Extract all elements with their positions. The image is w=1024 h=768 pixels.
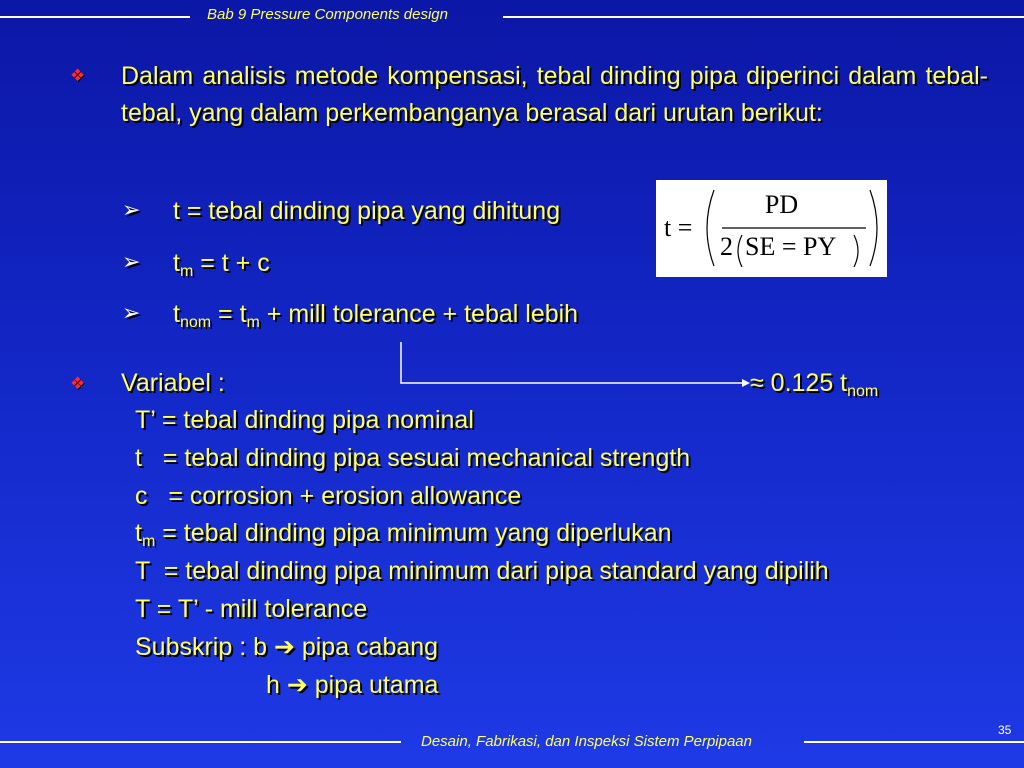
approx-tnom <box>750 369 878 401</box>
page-number: 35 <box>998 723 1012 737</box>
tm-symbol: t <box>173 249 180 277</box>
tm-var-subscript: m <box>141 533 156 550</box>
tm-equation-rest: = t + c <box>193 249 270 277</box>
approx-value: ≈ 0.125 t <box>750 369 848 397</box>
diamond-bullet-icon: ❖ <box>70 374 86 393</box>
variabel-label: Variabel : <box>121 369 225 397</box>
tnom-equals: = t <box>211 300 247 328</box>
tm-var-symbol: t <box>135 519 142 547</box>
variabel-line: T = tebal dinding pipa minimum dari pipa standard yang dipilih <box>135 557 829 585</box>
bullet-tnom-equation <box>173 300 578 332</box>
formula-lhs: t = <box>664 213 693 242</box>
formula-numerator: PD <box>764 190 799 219</box>
variabel-line: t = tebal dinding pipa sesuai mechanical strength <box>135 444 691 472</box>
arrow-bullet-icon: ➢ <box>122 197 141 222</box>
header-title: Bab 9 Pressure Components design <box>207 6 448 23</box>
formula-denominator <box>720 232 836 262</box>
variabel-line: T = T’ - mill tolerance <box>135 595 368 623</box>
variabel-line: T’ = tebal dinding pipa nominal <box>135 406 474 434</box>
tm-var-definition: = tebal dinding pipa minimum yang diperlukan <box>155 519 672 547</box>
tnom-subscript: nom <box>179 314 212 331</box>
tnom-m-subscript: m <box>246 314 260 331</box>
tnom-symbol: t <box>173 300 180 328</box>
denominator-factor: 2 <box>720 232 733 261</box>
tm-subscript: m <box>179 263 194 280</box>
approx-subscript: nom <box>847 383 879 400</box>
subskrip-branch: Subskrip : b ➔ pipa cabang <box>135 633 439 661</box>
diamond-bullet-icon: ❖ <box>70 66 86 85</box>
footer-rule-right <box>804 741 1024 743</box>
footer-title: Desain, Fabrikasi, dan Inspeksi Sistem Perpipaan <box>421 733 752 750</box>
subskrip-main: h ➔ pipa utama <box>266 671 439 699</box>
intro-paragraph: Dalam analisis metode kompensasi, tebal dinding pipa diperinci dalam tebal-tebal, yang dalam perkembanganya berasal dari urutan berikut: <box>121 62 988 127</box>
arrow-bullet-icon: ➢ <box>122 249 141 274</box>
denominator-inner: SE = PY <box>745 232 837 261</box>
variabel-line-tm <box>135 519 672 551</box>
bullet-t-definition: t = tebal dinding pipa yang dihitung <box>173 197 561 225</box>
variabel-line: c = corrosion + erosion allowance <box>135 482 522 510</box>
footer-rule-left <box>0 741 401 743</box>
arrow-bullet-icon: ➢ <box>122 300 141 325</box>
header-rule-left <box>0 16 190 18</box>
wall-thickness-formula <box>656 180 887 277</box>
tnom-equation-rest: + mill tolerance + tebal lebih <box>259 300 579 328</box>
header-rule-right <box>503 16 1024 18</box>
bullet-tm-equation <box>173 249 270 281</box>
